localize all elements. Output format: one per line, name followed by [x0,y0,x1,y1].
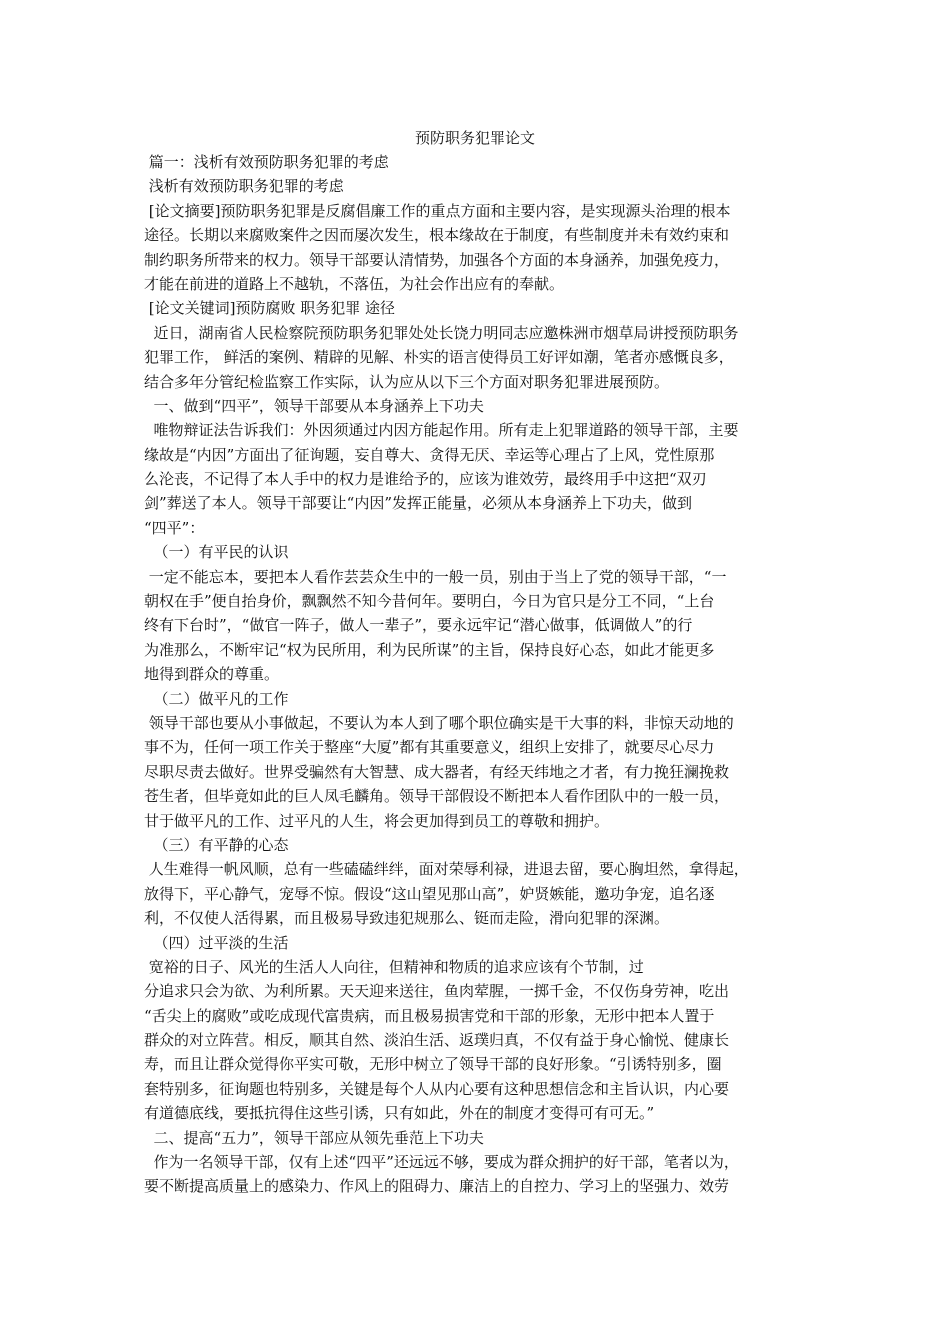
text-line: （一）有平民的认识 [144,543,289,562]
text-line: 甘于做平凡的工作、过平凡的人生，将会更加得到员工的尊敬和拥护。 [144,811,610,830]
text-line: 放得下，平心静气，宠辱不惊。假设“这山望见那山高”，妒贤嫉能，邀功争宠，追名逐 [144,884,715,903]
text-line: 尽职尽责去做好。世界受骗然有大智慧、成大器者，有经天纬地之才者，有力挽狂澜挽救 [144,762,730,781]
text-line: 缘故是“内因”方面出了征询题，妄自尊大、贪得无厌、幸运等心理占了上风，党性原那 [144,445,715,464]
text-line: 么沦丧，不记得了本人手中的权力是谁给予的，应该为谁效劳，最终用手中这把“双刃 [144,470,707,489]
text-line: 才能在前进的道路上不越轨，不落伍，为社会作出应有的奉献。 [144,274,565,293]
text-line: 一、做到“四平”，领导干部要从本身涵养上下功夫 [144,396,484,415]
text-line: 一定不能忘本，要把本人看作芸芸众生中的一般一员，别由于当上了党的领导干部，“一 [144,567,727,586]
text-line: 二、提高“五力”，领导干部应从领先垂范上下功夫 [144,1128,484,1147]
document-body [144,150,809,1199]
text-line: 宽裕的日子、风光的生活人人向往，但精神和物质的追求应该有个节制，过 [144,957,644,976]
text-line: 利，不仅使人活得累，而且极易导致违犯规那么、铤而走险，滑向犯罪的深渊。 [144,909,670,928]
text-line: 篇一：浅析有效预防职务犯罪的考虑 [144,153,389,171]
text-line: 领导干部也要从小事做起，不要认为本人到了哪个职位确实是干大事的料，非惊天动地的 [144,713,734,732]
text-line: 套特别多，征询题也特别多，关键是每个人从内心要有这种思想信念和主旨认识，内心要 [144,1079,730,1098]
text-line: 有道德底线，要抵抗得住这些引诱，只有如此，外在的制度才变得可有可无。” [144,1104,655,1123]
text-line: 作为一名领导干部，仅有上述“四平”还远远不够，要成为群众拥护的好干部，笔者以为， [144,1153,739,1172]
text-line: 结合多年分管纪检监察工作实际，认为应从以下三个方面对职务犯罪进展预防。 [144,372,670,391]
text-line: （四）过平淡的生活 [144,933,289,952]
text-line: 苍生者，但毕竟如此的巨人凤毛麟角。领导干部假设不断把本人看作团队中的一般一员， [144,787,730,806]
text-line: 犯罪工作， 鲜活的案例、精辟的见解、朴实的语言使得员工好评如潮，笔者亦感慨良多， [144,348,734,367]
text-line: 近日，湖南省人民检察院预防职务犯罪处处长饶力明同志应邀株洲市烟草局讲授预防职务 [144,323,739,342]
text-line: 朝权在手”便自抬身价，飘飘然不知今昔何年。要明白，今日为官只是分工不同，“上台 [144,592,715,611]
text-line: 事不为，任何一项工作关于整座“大厦”都有其重要意义，组织上安排了，就要尽心尽力 [144,738,715,757]
text-line: “舌尖上的腐败”或吃成现代富贵病，而且极易损害党和干部的形象，无形中把本人置于 [144,1006,715,1025]
text-line: （三）有平静的心态 [144,835,289,854]
text-line: 地得到群众的尊重。 [144,665,280,684]
text-line: 为准那么，不断牢记“权为民所用，利为民所谋”的主旨，保持良好心态，如此才能更多 [144,640,715,659]
text-line: 寿，而且让群众觉得你平实可敬，无形中树立了领导干部的良好形象。“引诱特别多，圈 [144,1055,722,1074]
text-line: 唯物辩证法告诉我们：外因须通过内因方能起作用。所有走上犯罪道路的领导干部，主要 [144,421,739,440]
document-title: 预防职务犯罪论文 [414,129,535,147]
text-line: 分追求只会为欲、为利所累。天天迎来送往，鱼肉荤腥，一掷千金，不仅伤身劳神，吃出 [144,982,730,1001]
text-line: 浅析有效预防职务犯罪的考虑 [144,177,344,196]
text-line: “四平”： [144,518,205,537]
text-line: 要不断提高质量上的感染力、作风上的阻碍力、廉洁上的自控力、学习上的坚强力、效劳 [144,1177,730,1196]
text-line: 途径。长期以来腐败案件之因而屡次发生，根本缘故在于制度，有些制度并未有效约束和 [144,226,730,245]
text-line: [论文摘要]预防职务犯罪是反腐倡廉工作的重点方面和主要内容，是实现源头治理的根本 [144,201,731,220]
text-line: 终有下台时”，“做官一阵子，做人一辈子”，要永远牢记“潜心做事，低调做人”的行 [144,616,693,635]
text-line: 制约职务所带来的权力。领导干部要认清情势，加强各个方面的本身涵养，加强免疫力， [144,250,730,269]
text-line: 人生难得一帆风顺，总有一些磕磕绊绊，面对荣辱利禄，进退去留，要心胸坦然，拿得起， [144,860,749,879]
text-line: 群众的对立阵营。相反，顺其自然、淡泊生活、返璞归真，不仅有益于身心愉悦、健康长 [144,1031,730,1050]
text-line: （二）做平凡的工作 [144,689,289,708]
text-line: [论文关键词]预防腐败 职务犯罪 途径 [144,299,396,318]
text-line: 剑”葬送了本人。领导干部要让“内因”发挥正能量，必须从本身涵养上下功夫，做到 [144,494,693,513]
